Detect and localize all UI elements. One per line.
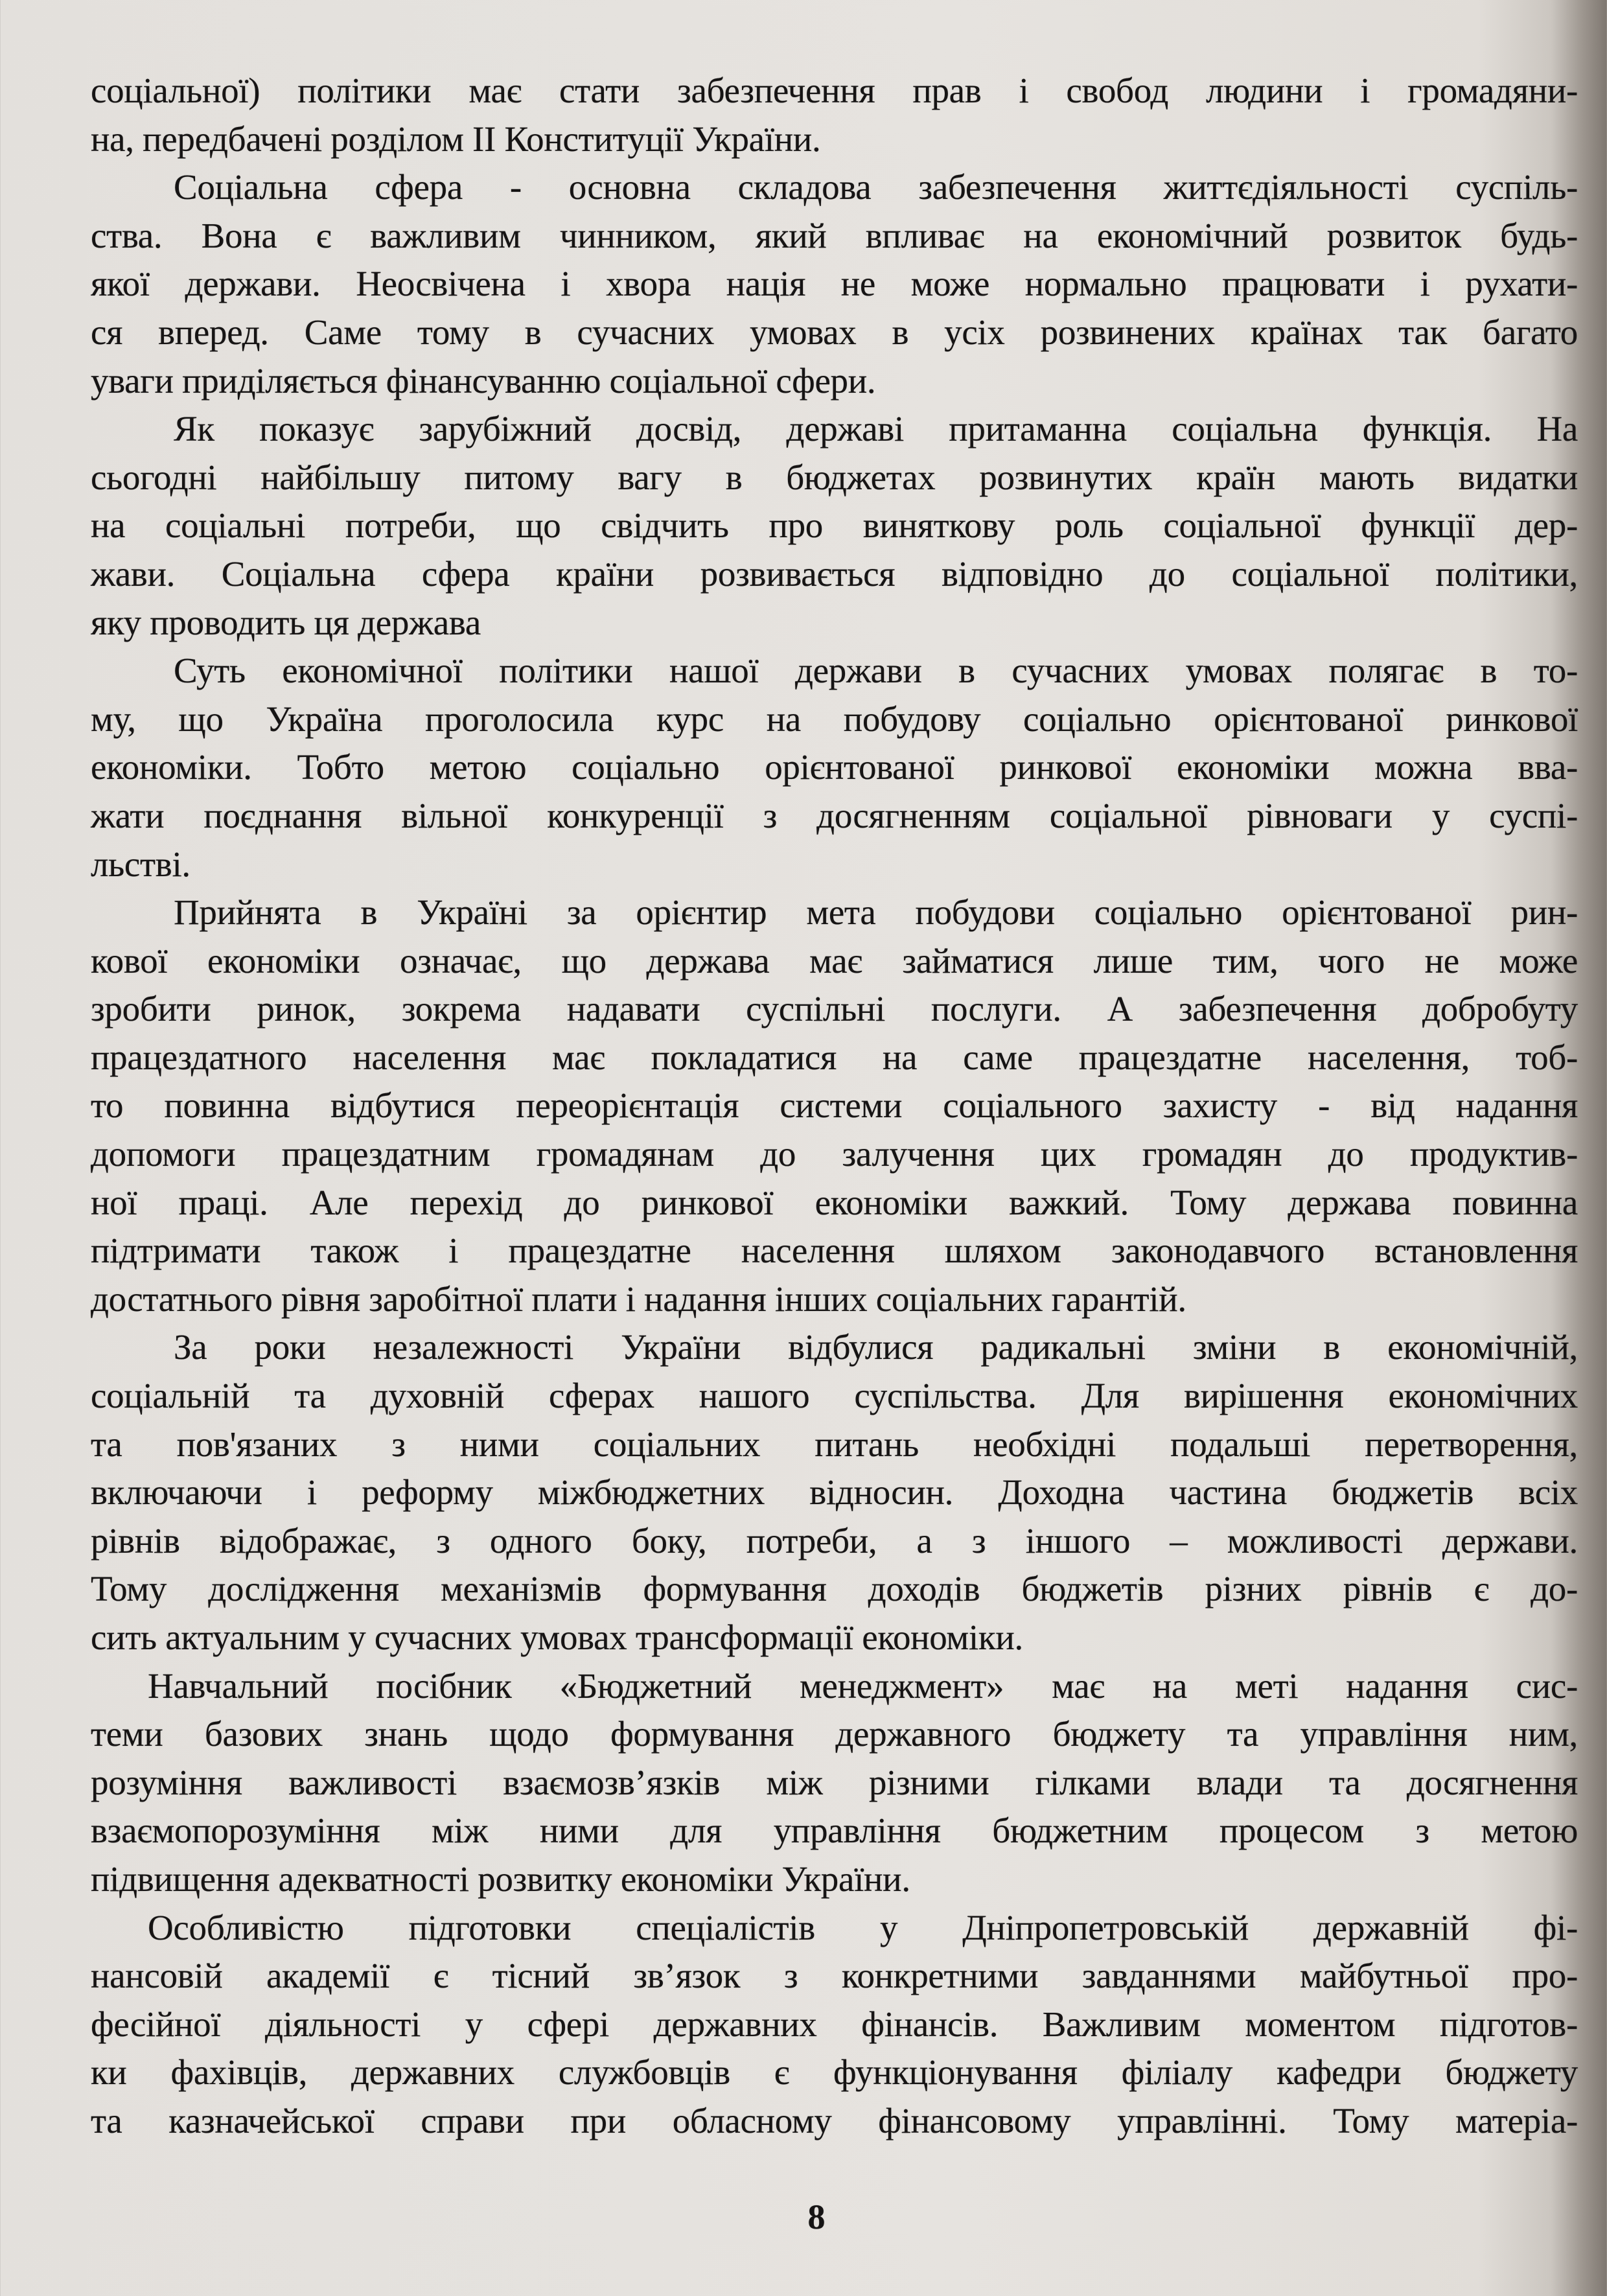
text-line: соціальній та духовній сферах нашого суспільства. Для вирішення економічних — [91, 1376, 1578, 1416]
text-line: Соціальна сфера - основна складова забезпечення життєдіяльності суспіль- — [174, 167, 1578, 207]
text-line: ства. Вона є важливим чинником, який впливає на економічний розвиток будь- — [91, 215, 1578, 255]
text-line: працездатного населення має покладатися на саме працездатне населення, тоб- — [91, 1037, 1578, 1077]
text-line: жави. Соціальна сфера країни розвивається відповідно до соціальної політики, — [91, 553, 1578, 594]
text-line: зробити ринок, зокрема надавати суспільні послуги. А забезпечення добробуту — [91, 989, 1578, 1029]
text-line: ки фахівців, державних службовців є функціонування філіалу кафедри бюджету — [91, 2052, 1578, 2093]
text-line: допомоги працездатним громадянам до залучення цих громадян до продуктив- — [91, 1134, 1578, 1174]
text-line: взаємопорозуміння між ними для управління бюджетним процесом з метою — [91, 1811, 1578, 1851]
text-line: підвищення адекватності розвитку економіки України. — [91, 1859, 910, 1899]
text-line: уваги приділяється фінансуванню соціальної сфери. — [91, 360, 876, 400]
text-line: За роки незалежності України відбулися радикальні зміни в економічній, — [174, 1327, 1578, 1367]
text-line: та казначейської справи при обласному фінансовому управлінні. Тому матеріа- — [91, 2100, 1578, 2140]
text-line: жати поєднання вільної конкуренції з досягненням соціальної рівноваги у суспі- — [91, 795, 1578, 835]
text-line: фесійної діяльності у сфері державних фінансів. Важливим моментом підготов- — [91, 2004, 1578, 2044]
text-line: соціальної) політики має стати забезпечення прав і свобод людини і громадяни- — [91, 71, 1578, 110]
text-line: на, передбачені розділом II Конституції України. — [91, 119, 821, 159]
text-line: Прийнята в Україні за орієнтир мета побудови соціально орієнтованої рин- — [174, 892, 1578, 933]
text-line: та пов'язаних з ними соціальних питань необхідні подальші перетворення, — [91, 1424, 1578, 1464]
text-line: теми базових знань щодо формування державного бюджету та управління ним, — [91, 1714, 1578, 1754]
text-line: то повинна відбутися переорієнтація системи соціального захисту - від надання — [91, 1085, 1578, 1126]
text-line: сить актуальним у сучасних умовах трансформації економіки. — [91, 1618, 1023, 1657]
text-line: економіки. Тобто метою соціально орієнтованої ринкової економіки можна вва- — [91, 747, 1578, 787]
page-number: 8 — [807, 2197, 826, 2236]
text-line: му, що Україна проголосила курс на побудову соціально орієнтованої ринкової — [91, 699, 1578, 739]
text-line: сьогодні найбільшу питому вагу в бюджетах розвинутих країн мають видатки — [91, 457, 1578, 497]
text-line: рівнів відображає, з одного боку, потреби, а з іншого – можливості держави. — [91, 1520, 1578, 1560]
text-line: кової економіки означає, що держава має займатися лише тим, чого не може — [91, 940, 1578, 980]
text-line: ної праці. Але перехід до ринкової економіки важкий. Тому держава повинна — [91, 1182, 1578, 1222]
body-text — [91, 67, 1578, 2146]
text-line: яку проводить ця держава — [91, 602, 481, 642]
text-line: на соціальні потреби, що свідчить про виняткову роль соціальної функції дер- — [91, 505, 1578, 546]
text-line: Тому дослідження механізмів формування доходів бюджетів різних рівнів є до- — [91, 1569, 1578, 1609]
text-line: включаючи і реформу міжбюджетних відносин. Доходна частина бюджетів всіх — [91, 1472, 1578, 1513]
text-line: ся вперед. Саме тому в сучасних умовах в усіх розвинених країнах так багато — [91, 312, 1578, 352]
text-line: Як показує зарубіжний досвід, державі притаманна соціальна функція. На — [174, 409, 1578, 449]
text-line: розуміння важливості взаємозв’язків між різними гілками влади та досягнення — [91, 1762, 1578, 1802]
text-line: якої держави. Неосвічена і хвора нація не може нормально працювати і рухати- — [91, 264, 1578, 304]
text-line: підтримати також і працездатне населення шляхом законодавчого встановлення — [91, 1231, 1578, 1271]
text-line: нансовій академії є тісний зв’язок з конкретними завданнями майбутньої про- — [91, 1956, 1578, 1996]
text-line: Суть економічної політики нашої держави в сучасних умовах полягає в то- — [174, 651, 1578, 691]
text-line: льстві. — [91, 844, 191, 884]
text-line: Особливістю підготовки спеціалістів у Дніпропетровській державній фі- — [148, 1907, 1578, 1947]
text-line: достатнього рівня заробітної плати і надання інших соціальних гарантій. — [91, 1279, 1186, 1319]
text-line: Навчальний посібник «Бюджетний менеджмент» має на меті надання сис- — [148, 1665, 1578, 1706]
